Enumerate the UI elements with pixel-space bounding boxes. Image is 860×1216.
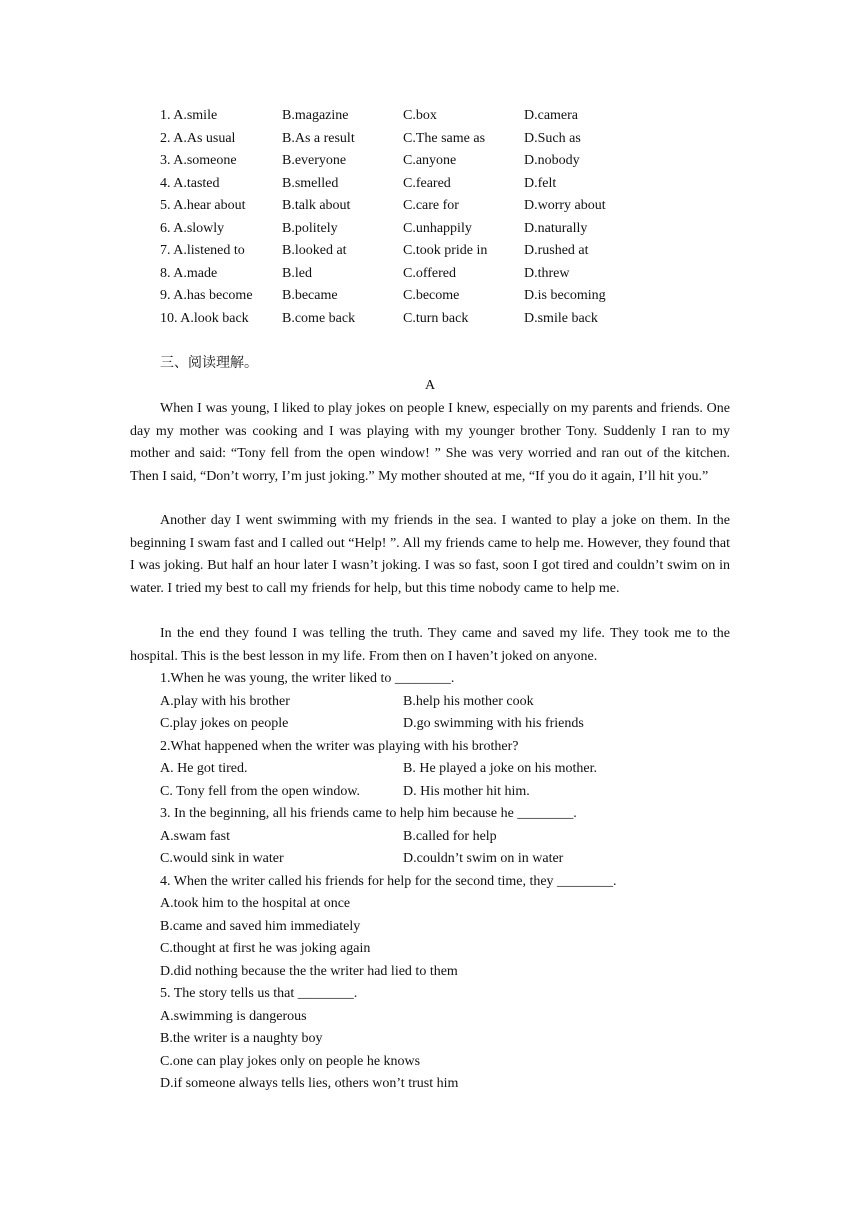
option-b: B.magazine [282,108,349,123]
answer-option: A.swam fast [160,828,230,844]
passage-paragraph: When I was young, I liked to play jokes on people I knew, especially on my parents and friends. One day my mother was cooking and I was playing with my younger brother Tony. Suddenly I ran to my mother and said: “Tony fell from the open window! ” She was very worried and ran out of the kitchen. Then I said, “Don’t worry, I’m just joking.” My mother shouted at me, “If you do it again, I’ll hit you.” [130,401,730,484]
answer-option: A.swimming is dangerous [160,1008,307,1024]
option-row [160,240,720,262]
option-d: D.worry about [524,198,606,213]
option-a: 1. A.smile [160,108,218,123]
option-b: B.come back [282,310,356,326]
answer-option: A. He got tired. [160,761,248,776]
answer-option: D. His mother hit him. [403,783,530,799]
option-b: B.talk about [282,198,351,213]
option-a: 8. A.made [160,265,218,281]
answer-option: B.the writer is a naughty boy [160,1031,323,1046]
option-d: D.Such as [524,130,581,146]
option-d: D.threw [524,265,570,281]
option-a: 6. A.slowly [160,220,225,236]
option-b: B.looked at [282,243,347,258]
question-stem: 2.What happened when the writer was playing with his brother? [160,738,519,754]
option-row [160,218,720,240]
option-d: D.camera [524,108,579,123]
option-row [160,285,720,307]
option-b: B.everyone [282,153,347,168]
section-title: 三、阅读理解。 [160,356,258,371]
answer-option: C.play jokes on people [160,716,289,731]
question-stem: 3. In the beginning, all his friends came to help him because he ________. [160,806,577,821]
option-row [160,105,720,127]
option-b: B.led [282,265,312,281]
option-row [160,263,720,285]
option-a: 9. A.has become [160,288,253,303]
passage-paragraph: Another day I went swimming with my friends in the sea. I wanted to play a joke on them. In the beginning I swam fast and I called out “Help! ”. All my friends came to help me. However, they found that I was joking. But half an hour later I wasn’t joking. I was so fast, soon I got tired and couldn’t swim on in water. I tried my best to call my friends for help, but this time nobody came to help me. [130,513,730,596]
answer-option: D.couldn’t swim on in water [403,851,564,866]
question-stem: 4. When the writer called his friends for help for the second time, they ________. [160,873,617,889]
answer-option: B.help his mother cook [403,693,534,709]
answer-option: D.if someone always tells lies, others won’t trust him [160,1076,459,1091]
question-stem: 1.When he was young, the writer liked to ________. [160,671,455,686]
option-row [160,308,720,330]
option-row [160,173,720,195]
option-c: C.become [403,288,460,303]
option-c: C.The same as [403,130,486,146]
option-row [160,195,720,217]
option-b: B.politely [282,220,338,236]
answer-option: A.play with his brother [160,693,290,709]
answer-option: C.would sink in water [160,851,284,866]
option-d: D.felt [524,175,557,191]
option-c: C.turn back [403,310,469,326]
answer-option: C. Tony fell from the open window. [160,783,361,799]
option-c: C.offered [403,265,456,281]
answer-option: B. He played a joke on his mother. [403,761,598,776]
option-b: B.smelled [282,175,339,191]
option-b: B.became [282,288,338,303]
option-c: C.care for [403,198,459,213]
option-c: C.took pride in [403,243,488,258]
option-c: C.unhappily [403,220,472,236]
answer-option: A.took him to the hospital at once [160,896,351,911]
option-d: D.smile back [524,310,598,326]
option-c: C.feared [403,175,451,191]
option-a: 5. A.hear about [160,198,246,213]
option-row [160,128,720,150]
option-c: C.anyone [403,153,457,168]
answer-option: D.go swimming with his friends [403,716,584,731]
option-a: 10. A.look back [160,310,249,326]
option-d: D.rushed at [524,243,589,258]
option-row [160,150,720,172]
option-a: 4. A.tasted [160,175,220,191]
option-d: D.is becoming [524,288,606,303]
passage-paragraph: In the end they found I was telling the truth. They came and saved my life. They took me to the hospital. This is the best lesson in my life. From then on I haven’t joked on anyone. [130,626,730,664]
answer-option: B.came and saved him immediately [160,918,361,934]
option-a: 7. A.listened to [160,243,245,258]
question-stem: 5. The story tells us that ________. [160,986,358,1001]
answer-option: C.thought at first he was joking again [160,941,371,956]
passage-label: A [424,378,436,393]
option-c: C.box [403,108,437,123]
option-b: B.As a result [282,130,355,146]
answer-option: D.did nothing because the the writer had lied to them [160,963,458,979]
option-d: D.nobody [524,153,580,168]
option-a: 3. A.someone [160,153,237,168]
option-d: D.naturally [524,220,588,236]
option-a: 2. A.As usual [160,130,236,146]
answer-option: C.one can play jokes only on people he knows [160,1053,421,1069]
answer-option: B.called for help [403,828,497,844]
